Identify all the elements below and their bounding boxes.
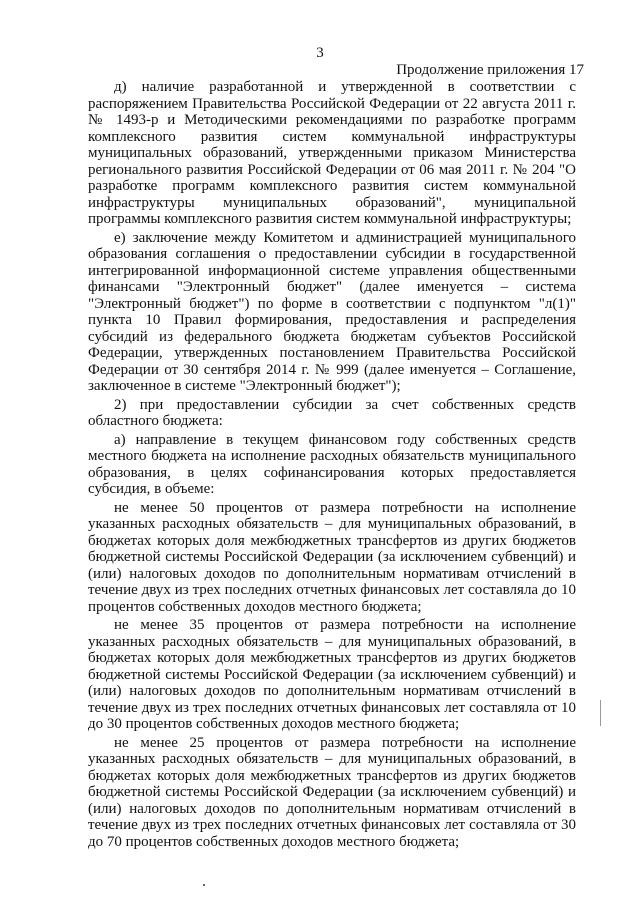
paragraph-50-percent: не менее 50 процентов от размера потребности на исполнение указанных расходных обязательств – для муниципальных образований, в бюджетах которых доля межбюджетных трансфертов из других бюджетов бюджетной системы Российской Федерации (за исключением субвенций) и (или) налоговых доходов по дополнительным нормативам отчислений в течение двух из трех последних отчетных финансовых лет составляла до 10 процентов собственных доходов местного бюджета; bbox=[88, 499, 576, 615]
scan-margin-mark bbox=[600, 700, 601, 726]
document-body bbox=[88, 79, 576, 850]
paragraph-25-percent: не менее 25 процентов от размера потребности на исполнение указанных расходных обязательств – для муниципальных образований, в бюджетах которых доля межбюджетных трансфертов из других бюджетов бюджетной системы Российской Федерации (за исключением субвенций) и (или) налоговых доходов по дополнительным нормативам отчислений в течение двух из трех последних отчетных финансовых лет составляла от 30 до 70 процентов собственных доходов местного бюджета; bbox=[88, 734, 576, 850]
paragraph-35-percent: не менее 35 процентов от размера потребности на исполнение указанных расходных обязательств – для муниципальных образований, в бюджетах которых доля межбюджетных трансфертов из других бюджетов бюджетной системы Российской Федерации (за исключением субвенций) и (или) налоговых доходов по дополнительным нормативам отчислений в течение двух из трех последних отчетных финансовых лет составляла от 10 до 30 процентов собственных доходов местного бюджета; bbox=[88, 617, 576, 732]
paragraph-e: е) заключение между Комитетом и администрацией муниципального образования соглашения о предоставлении субсидии в государственной интегрированной информационной системе управления общественными финансами "Электронный бюджет" (далее именуется – система "Электронный бюджет") по форме в соответствии с подпунктом "л(1)" пункта 10 Правил формирования, предоставления и распределения субсидий из федерального бюджета бюджетам субъектов Российской Федерации, утвержденных постановлением Правительства Российской Федерации от 30 сентября 2014 г. № 999 (далее именуется – Соглашение, заключенное в системе "Электронный бюджет"); bbox=[88, 229, 576, 394]
paragraph-2: 2) при предоставлении субсидии за счет собственных средств областного бюджета: bbox=[88, 396, 576, 429]
paragraph-2a: а) направление в текущем финансовом году собственных средств местного бюджета на исполнение расходных обязательств муниципального образования, в целях софинансирования которых предоставляется субсидия, в объеме: bbox=[88, 431, 576, 497]
scan-dot bbox=[203, 884, 205, 886]
page-number: 3 bbox=[316, 45, 324, 61]
paragraph-d: д) наличие разработанной и утвержденной в соответствии с распоряжением Правительства Российской Федерации от 22 августа 2011 г. № 1493-р и Методическими рекомендациями по разработке программ комплексного развития систем коммунальной инфраструктуры муниципальных образований, утвержденными приказом Министерства регионального развития Российской Федерации от 06 мая 2011 г. № 204 "О разработке программ комплексного развития систем коммунальной инфраструктуры муниципальных образований", муниципальной программы комплексного развития систем коммунальной инфраструктуры; bbox=[88, 79, 576, 227]
appendix-continuation-note: Продолжение приложения 17 bbox=[396, 62, 584, 78]
